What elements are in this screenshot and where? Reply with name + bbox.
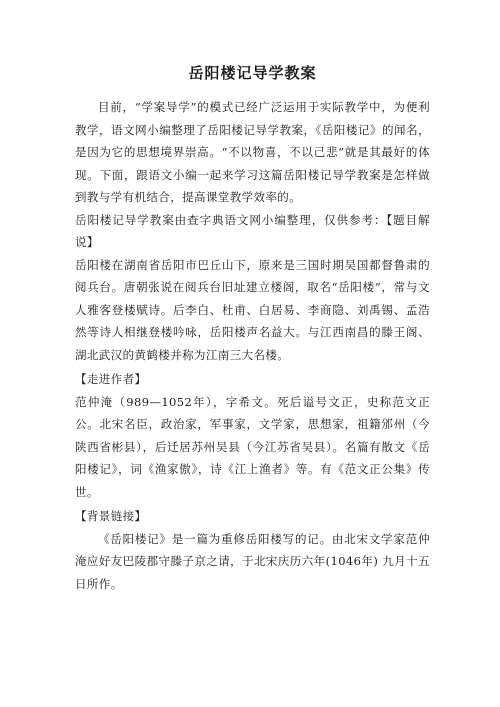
background-heading: 【背景链接】 [75,509,147,523]
intro-paragraph: 目前，“学案导学”的模式已经广泛运用于实际教学中，为便利教学，语文网小编整理了岳阳楼记导学教案，《岳阳楼记》的闻名，是因为它的思想境界崇高。“不以物喜，不以己悲”就是其最好的体现。下面，跟语文小编一起来学习这篇岳阳楼记导学教案是怎样做到教与学有机结合，提高课堂教学效率的。 [75,100,430,204]
document-page [75,62,430,595]
author-heading: 【走进作者】 [75,372,147,386]
document-title: 岳阳楼记导学教案 [188,64,317,82]
source-line: 岳阳楼记导学教案由查字典语文网小编整理，仅供参考：【题目解说】 [75,212,430,249]
title-explanation-paragraph: 岳阳楼在湖南省岳阳市巴丘山下，原来是三国时期吴国都督鲁肃的阅兵台。唐朝张说在阅兵台旧址建立楼阁，取名“岳阳楼”，常与文人雅客登楼赋诗。后李白、杜甫、白居易、李商隐、刘禹锡、孟浩然等诗人相继登楼吟咏，岳阳楼声名益大。与江西南昌的滕王阁、湖北武汉的黄鹤楼并称为江南三大名楼。 [75,257,430,362]
author-paragraph: 范仲淹（989—1052年），字希文。死后谥号文正，史称范文正公。北宋名臣，政治家，军事家，文学家，思想家，祖籍邠州（今陕西省彬县），后迁居苏州吴县（今江苏省吴县）。名篇有散文《岳阳楼记》，词《渔家傲》，诗《江上渔者》等。有《范文正公集》传世。 [75,394,430,499]
background-paragraph: 《岳阳楼记》是一篇为重修岳阳楼写的记。由北宋文学家范仲淹应好友巴陵郡守滕子京之请，于北宋庆历六年(1046年) 九月十五日所作。 [75,531,430,591]
